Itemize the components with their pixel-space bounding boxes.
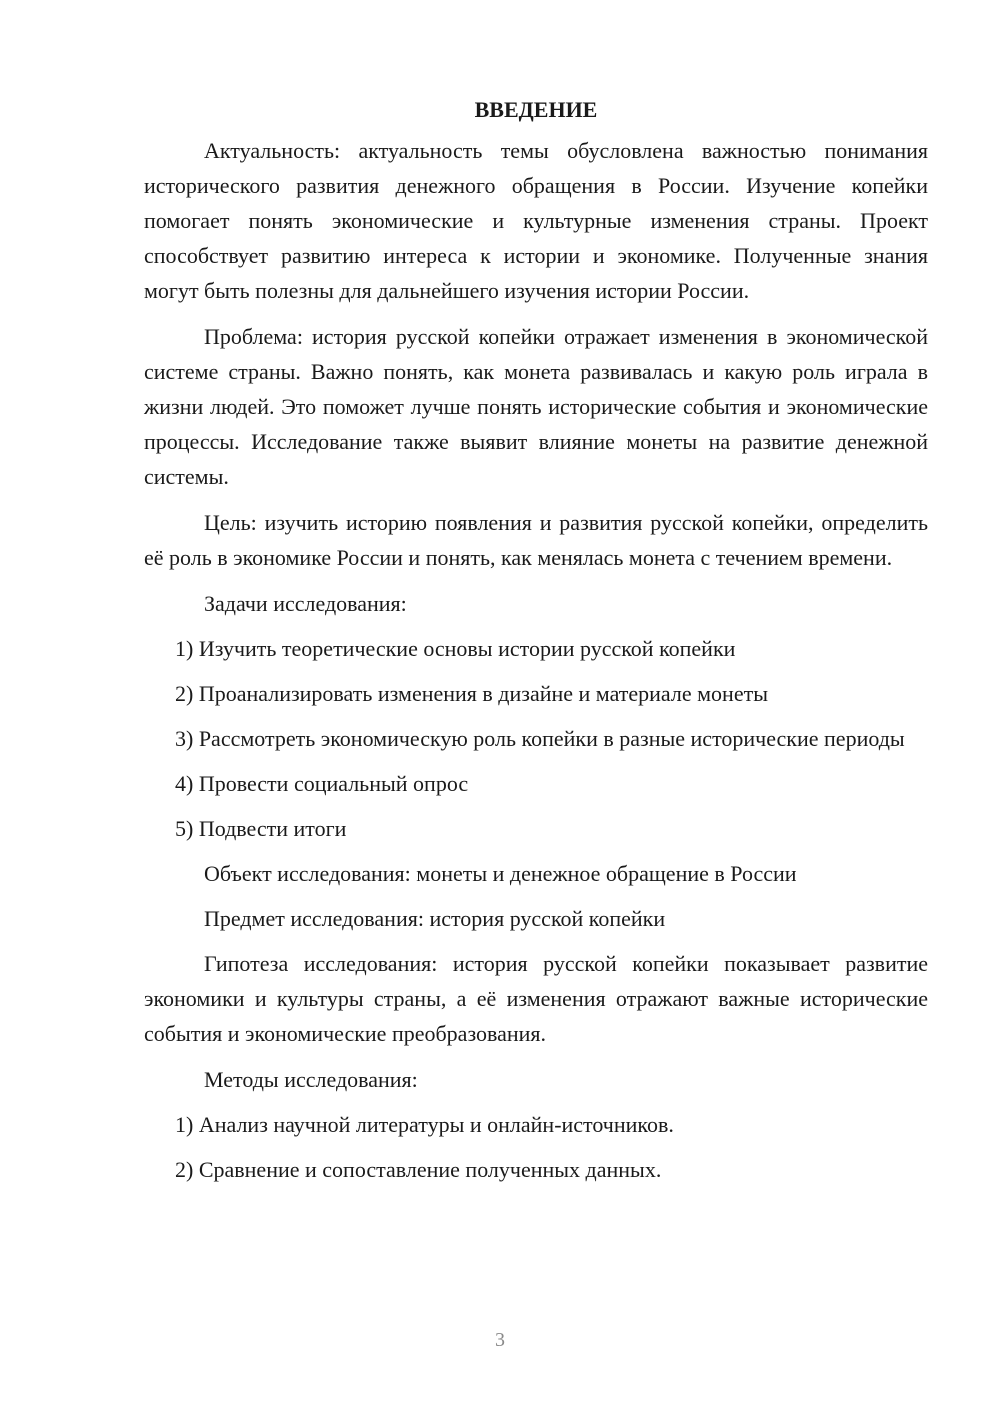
task-item: 5) Подвести итоги <box>175 816 347 841</box>
document-page <box>144 92 928 1197</box>
subject-paragraph: Предмет исследования: история русской копейки <box>204 906 666 931</box>
task-item: 2) Проанализировать изменения в дизайне и материале монеты <box>175 681 768 706</box>
problem-paragraph: Проблема: история русской копейки отражает изменения в экономической системе страны. Важно понять, как монета развивалась и какую роль играла в жизни людей. Это поможет лучше понять исторические события и экономические процессы. Исследование также выявит влияние монеты на развитие денежной системы. <box>144 324 928 489</box>
page-title: ВВЕДЕНИЕ <box>474 97 598 122</box>
method-item: 2) Сравнение и сопоставление полученных данных. <box>175 1157 662 1182</box>
task-item: 3) Рассмотреть экономическую роль копейки в разные исторические периоды <box>175 726 905 751</box>
page-number: 3 <box>495 1329 505 1351</box>
tasks-heading: Задачи исследования: <box>204 591 407 616</box>
relevance-paragraph: Актуальность: актуальность темы обусловлена важностью понимания исторического развития денежного обращения в России. Изучение копейки помогает понять экономические и культурные изменения страны. Проект способствует развитию интереса к истории и экономике. Полученные знания могут быть полезны для дальнейшего изучения истории России. <box>144 138 928 303</box>
hypothesis-paragraph: Гипотеза исследования: история русской копейки показывает развитие экономики и культуры страны, а её изменения отражают важные исторические события и экономические преобразования. <box>144 951 928 1046</box>
task-item: 4) Провести социальный опрос <box>175 771 469 796</box>
method-item: 1) Анализ научной литературы и онлайн-источников. <box>175 1112 674 1137</box>
task-item: 1) Изучить теоретические основы истории русской копейки <box>175 636 736 661</box>
methods-list <box>144 1107 928 1187</box>
goal-paragraph: Цель: изучить историю появления и развития русской копейки, определить её роль в экономике России и понять, как менялась монета с течением времени. <box>144 510 928 570</box>
tasks-list <box>144 631 928 846</box>
methods-heading: Методы исследования: <box>204 1067 418 1092</box>
object-paragraph: Объект исследования: монеты и денежное обращение в России <box>204 861 797 886</box>
